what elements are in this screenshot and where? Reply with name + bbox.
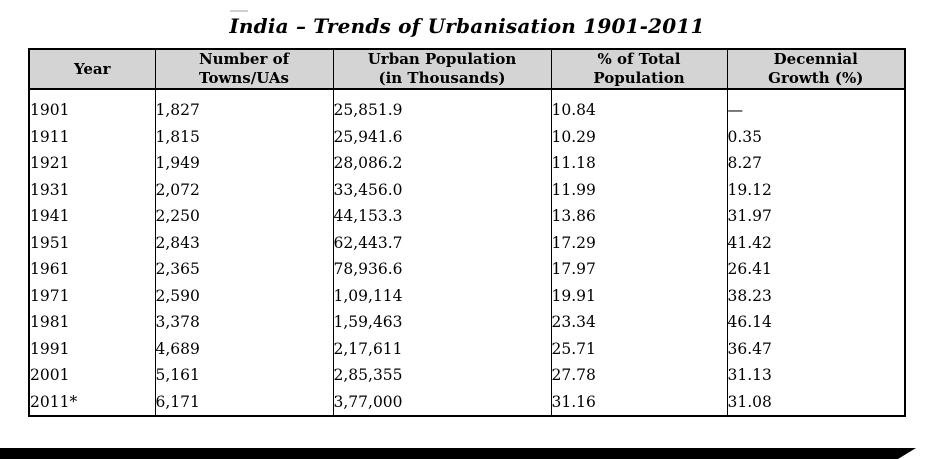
cell-year: 2011*: [29, 389, 155, 417]
cell-towns: 3,378: [155, 309, 333, 336]
column-header-percent: [551, 49, 727, 89]
stray-mark: [230, 10, 248, 12]
cell-percent: 13.86: [551, 203, 727, 230]
cell-growth: 8.27: [727, 150, 905, 177]
cell-percent: 11.99: [551, 177, 727, 204]
cell-population: 25,851.9: [333, 89, 551, 124]
cell-towns: 2,590: [155, 283, 333, 310]
table-row: [29, 309, 905, 336]
cell-year: 1931: [29, 177, 155, 204]
table-header-row: [29, 49, 905, 89]
cell-towns: 4,689: [155, 336, 333, 363]
cell-population: 3,77,000: [333, 389, 551, 417]
urbanisation-table: [28, 48, 906, 417]
column-header-growth-line1: Decennial: [773, 50, 858, 68]
cell-towns: 1,949: [155, 150, 333, 177]
cell-growth: 0.35: [727, 124, 905, 151]
cell-year: 1941: [29, 203, 155, 230]
cell-population: 1,59,463: [333, 309, 551, 336]
cell-towns: 2,365: [155, 256, 333, 283]
cell-population: 44,153.3: [333, 203, 551, 230]
cell-towns: 1,815: [155, 124, 333, 151]
column-header-towns-line1: Number of: [198, 50, 290, 68]
table-row: [29, 230, 905, 257]
cell-percent: 27.78: [551, 362, 727, 389]
cell-percent: 17.97: [551, 256, 727, 283]
column-header-percent-line1: % of Total: [597, 50, 681, 68]
table-row: [29, 389, 905, 417]
cell-percent: 19.91: [551, 283, 727, 310]
table-row: [29, 150, 905, 177]
cell-growth: 31.13: [727, 362, 905, 389]
column-header-growth: [727, 49, 905, 89]
column-header-growth-line2: Growth (%): [768, 69, 864, 87]
column-header-population-line2: (in Thousands): [378, 69, 506, 87]
column-header-population-line1: Urban Population: [367, 50, 517, 68]
cell-year: 1921: [29, 150, 155, 177]
cell-percent: 11.18: [551, 150, 727, 177]
cell-population: 33,456.0: [333, 177, 551, 204]
cell-population: 62,443.7: [333, 230, 551, 257]
cell-towns: 2,072: [155, 177, 333, 204]
table-header: [29, 49, 905, 89]
cell-growth: 31.97: [727, 203, 905, 230]
table-body: [29, 89, 905, 416]
table-row: [29, 362, 905, 389]
cell-population: 2,85,355: [333, 362, 551, 389]
cell-year: 1951: [29, 230, 155, 257]
cell-growth: 31.08: [727, 389, 905, 417]
cell-population: 78,936.6: [333, 256, 551, 283]
table-row: [29, 283, 905, 310]
cell-percent: 25.71: [551, 336, 727, 363]
cell-towns: 2,250: [155, 203, 333, 230]
cell-growth: 41.42: [727, 230, 905, 257]
cell-growth: —: [727, 89, 905, 124]
page-bottom-edge: [0, 448, 934, 459]
cell-towns: 2,843: [155, 230, 333, 257]
table-row: [29, 256, 905, 283]
column-header-population: [333, 49, 551, 89]
table-row: [29, 336, 905, 363]
cell-year: 2001: [29, 362, 155, 389]
cell-year: 1981: [29, 309, 155, 336]
cell-growth: 19.12: [727, 177, 905, 204]
cell-population: 28,086.2: [333, 150, 551, 177]
column-header-year-line1: Year: [73, 59, 111, 78]
cell-percent: 31.16: [551, 389, 727, 417]
table-row: [29, 89, 905, 124]
column-header-towns-line2: Towns/UAs: [199, 69, 289, 87]
column-header-towns: [155, 49, 333, 89]
cell-growth: 38.23: [727, 283, 905, 310]
cell-percent: 23.34: [551, 309, 727, 336]
cell-growth: 26.41: [727, 256, 905, 283]
table-row: [29, 177, 905, 204]
cell-growth: 46.14: [727, 309, 905, 336]
column-header-year: [29, 49, 155, 89]
cell-population: 1,09,114: [333, 283, 551, 310]
cell-population: 25,941.6: [333, 124, 551, 151]
cell-growth: 36.47: [727, 336, 905, 363]
cell-year: 1991: [29, 336, 155, 363]
cell-year: 1911: [29, 124, 155, 151]
cell-percent: 10.29: [551, 124, 727, 151]
cell-population: 2,17,611: [333, 336, 551, 363]
column-header-percent-line2: Population: [593, 69, 685, 87]
table-row: [29, 124, 905, 151]
cell-towns: 1,827: [155, 89, 333, 124]
page-title: India – Trends of Urbanisation 1901-2011: [229, 14, 705, 38]
cell-towns: 5,161: [155, 362, 333, 389]
cell-percent: 10.84: [551, 89, 727, 124]
cell-year: 1961: [29, 256, 155, 283]
cell-year: 1971: [29, 283, 155, 310]
cell-towns: 6,171: [155, 389, 333, 417]
cell-year: 1901: [29, 89, 155, 124]
table-row: [29, 203, 905, 230]
table-container: [28, 48, 906, 417]
cell-percent: 17.29: [551, 230, 727, 257]
